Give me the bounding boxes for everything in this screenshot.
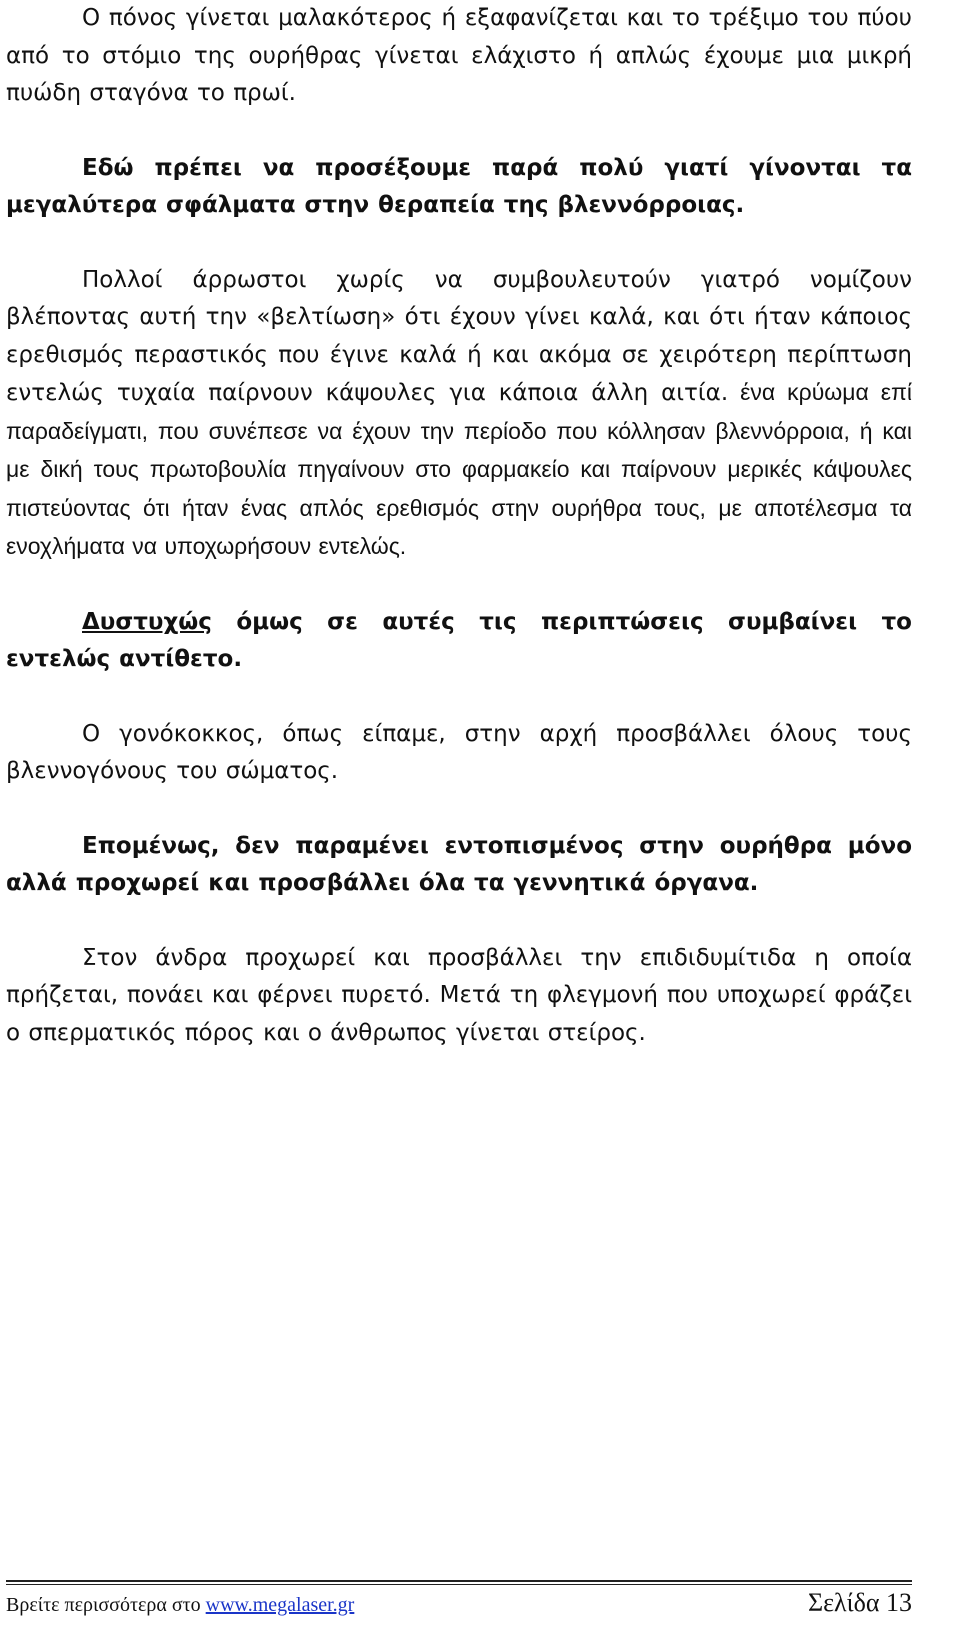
footer-prefix: Βρείτε περισσότερα στο bbox=[6, 1594, 206, 1616]
footer-text bbox=[6, 1594, 354, 1617]
paragraph-pain-subsides: Ο πόνος γίνεται μαλακότερος ή εξαφανίζεται και το τρέξιμο του πύου από το στόμιο της ουρήθρας γίνεται ελάχιστο ή απλώς έχουμε μια μικρή πυώδη σταγόνα το πρωί. bbox=[6, 5, 912, 106]
footer-divider bbox=[6, 1580, 912, 1582]
paragraph-patients-assume-part1: Πολλοί άρρωστοι χωρίς να συμβουλευτούν γιατρό νομίζουν βλέποντας αυτή την «βελτίωση» ότι έχουν γίνει καλά, και ότι ήταν κάποιος ερεθισμός περαστικός που έγινε καλά ή και ακόμα σε χειρότερη περίπτωση εντελώς τυχαία παίρνουν κάψουλες για κάποια άλλη αιτία. bbox=[6, 266, 912, 406]
paragraph-warning: Εδώ πρέπει να προσέξουμε παρά πολύ γιατί γίνονται τα μεγαλύτερα σφάλματα στην θεραπεία της βλεννόρροιας. bbox=[6, 154, 912, 218]
paragraph-patients-assume bbox=[6, 262, 912, 567]
paragraph-male-complications: Στον άνδρα προχωρεί και προσβάλλει την επιδιδυμίτιδα η οποία πρήζεται, πονάει και φέρνει πυρετό. Μετά τη φλεγμονή που υποχωρεί φράζει ο σπερματικός πόρος και ο άνθρωπος γίνεται στείρος. bbox=[6, 944, 912, 1046]
paragraph-gonococcus: Ο γονόκοκκος, όπως είπαμε, στην αρχή προσβάλλει όλους τους βλεννογόνους του σώματος. bbox=[6, 720, 912, 784]
page-number: Σελίδα 13 bbox=[807, 1588, 912, 1617]
paragraph-opposite-underlined-word: Δυστυχώς bbox=[82, 608, 212, 635]
paragraph-spreads: Επομένως, δεν παραμένει εντοπισμένος στην ουρήθρα μόνο αλλά προχωρεί και προσβάλλει όλα τα γεννητικά όργανα. bbox=[6, 832, 912, 896]
paragraph-opposite bbox=[6, 604, 912, 679]
document-page bbox=[6, 0, 912, 1052]
page-footer bbox=[6, 1588, 912, 1618]
footer-website-link[interactable]: www.megalaser.gr bbox=[205, 1594, 355, 1616]
paragraph-opposite-rest: όμως σε αυτές τις περιπτώσεις συμβαίνει το εντελώς αντίθετο. bbox=[6, 608, 912, 672]
paragraph-patients-assume-part2: ένα κρύωμα επί παραδείγματι, που συνέπεσε να έχουν την περίοδο που κόλλησαν βλεννόρροια, ή και με δική τους πρωτοβουλία πηγαίνουν στο φαρμακείο και παίρνουν μερικές κάψουλες πιστεύοντας ότι ήταν ένας απλός ερεθισμός στην ουρήθρα τους, με αποτέλεσμα τα ενοχλήματα να υποχωρήσουν εντελώς. bbox=[6, 379, 913, 559]
